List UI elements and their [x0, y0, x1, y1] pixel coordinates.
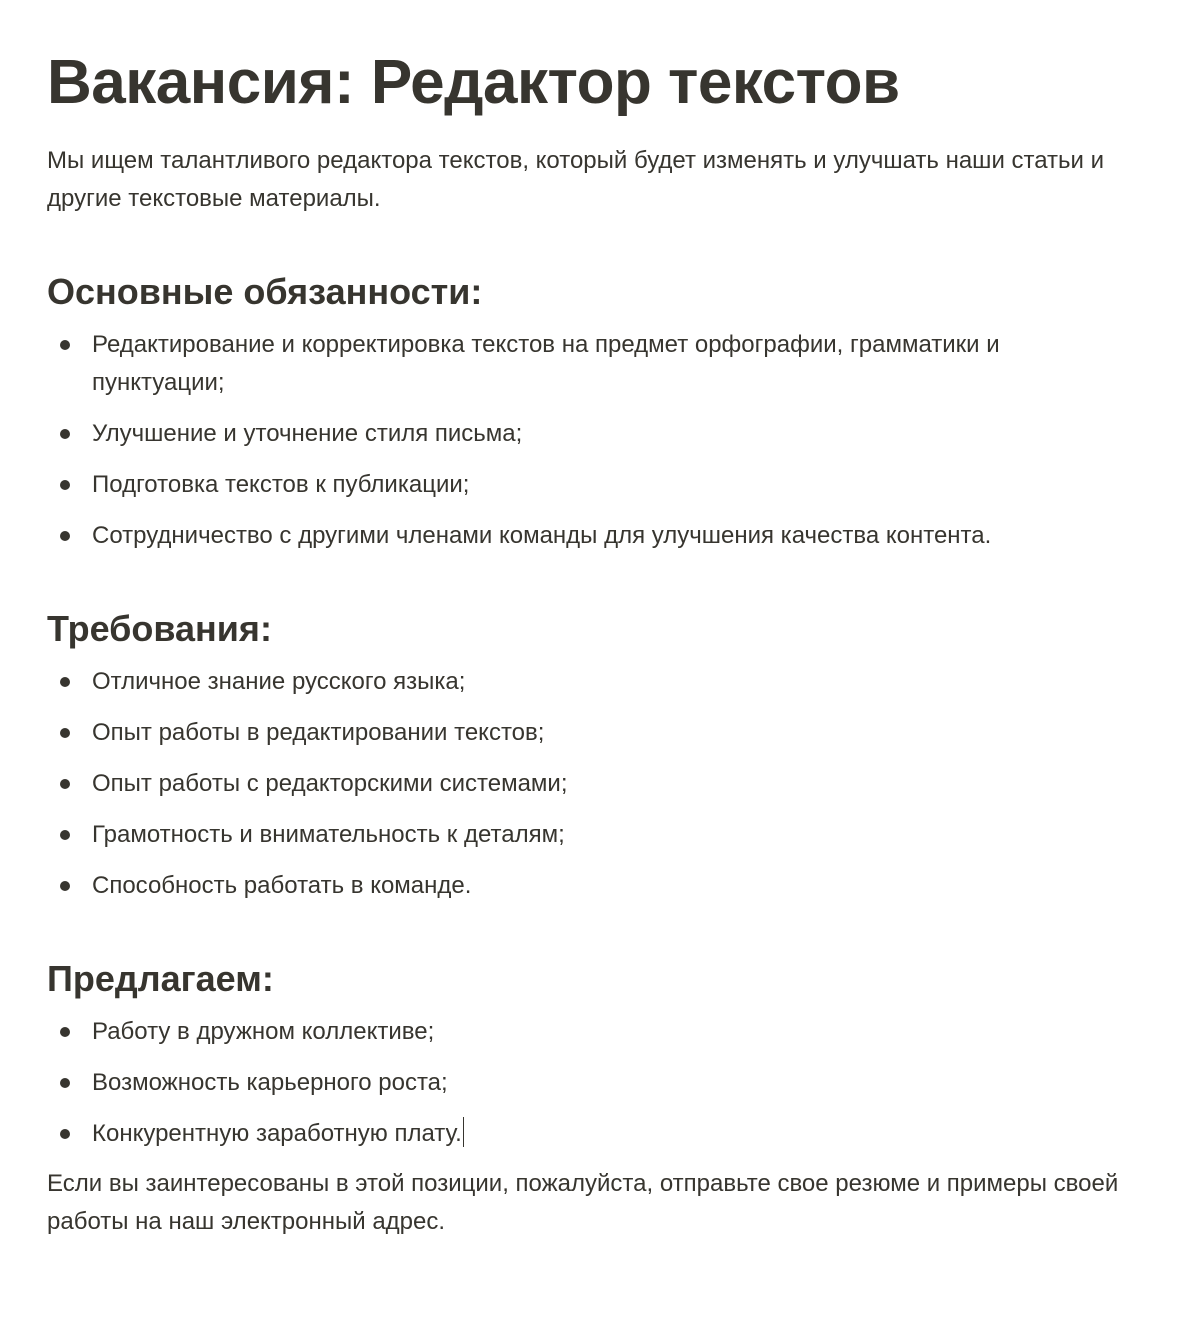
bullet-icon	[60, 779, 70, 789]
list-item-text: Работу в дружном коллективе;	[92, 1018, 435, 1046]
bullet-icon	[60, 830, 70, 840]
bullet-icon	[60, 1027, 70, 1037]
list-item[interactable]	[47, 415, 1132, 453]
bullet-icon	[60, 677, 70, 687]
list-item[interactable]	[47, 1064, 1132, 1102]
bullet-icon	[60, 1129, 70, 1139]
list-item[interactable]	[47, 517, 1132, 555]
text-cursor	[463, 1117, 464, 1147]
list-item[interactable]	[47, 663, 1132, 701]
list-item-text: Сотрудничество с другими членами команды для улучшения качества контента.	[92, 522, 992, 550]
list-item-text: Опыт работы с редакторскими системами;	[92, 770, 568, 798]
list-item[interactable]	[47, 765, 1132, 803]
bullet-icon	[60, 429, 70, 439]
list-item[interactable]	[47, 867, 1132, 905]
section-heading-offers[interactable]: Предлагаем:	[47, 958, 274, 1000]
list-item-text: Отличное знание русского языка;	[92, 668, 466, 696]
list-item-text: Улучшение и уточнение стиля письма;	[92, 420, 523, 448]
list-item-text: Возможность карьерного роста;	[92, 1069, 448, 1097]
list-item-text: Способность работать в команде.	[92, 872, 472, 900]
section-heading-requirements[interactable]: Требования:	[47, 608, 272, 650]
bullet-icon	[60, 340, 70, 350]
list-item[interactable]	[47, 326, 1132, 402]
list-item-text: Грамотность и внимательность к деталям;	[92, 821, 565, 849]
bullet-icon	[60, 531, 70, 541]
list-item-text: Редактирование и корректировка текстов на предмет орфографии, грамматики и пунктуации;	[92, 331, 1000, 397]
list-item[interactable]	[47, 1013, 1132, 1051]
requirements-list	[47, 663, 1153, 905]
section-heading-duties[interactable]: Основные обязанности:	[47, 271, 483, 313]
list-item[interactable]	[47, 816, 1132, 854]
list-item[interactable]	[47, 714, 1132, 752]
closing-paragraph[interactable]: Если вы заинтересованы в этой позиции, пожалуйста, отправьте свое резюме и примеры своей работы на наш электронный адрес.	[47, 1170, 1119, 1236]
list-item[interactable]	[47, 466, 1132, 504]
list-item-text: Конкурентную заработную плату.	[92, 1120, 462, 1148]
duties-list	[47, 326, 1153, 555]
bullet-icon	[60, 1078, 70, 1088]
offers-list	[47, 1013, 1153, 1153]
bullet-icon	[60, 881, 70, 891]
list-item-text: Подготовка текстов к публикации;	[92, 471, 470, 499]
list-item-text: Опыт работы в редактировании текстов;	[92, 719, 545, 747]
bullet-icon	[60, 728, 70, 738]
bullet-icon	[60, 480, 70, 490]
intro-paragraph[interactable]: Мы ищем талантливого редактора текстов, который будет изменять и улучшать наши статьи и другие текстовые материалы.	[47, 147, 1105, 213]
list-item[interactable]	[47, 1115, 1132, 1153]
page-title[interactable]: Вакансия: Редактор текстов	[47, 48, 900, 117]
